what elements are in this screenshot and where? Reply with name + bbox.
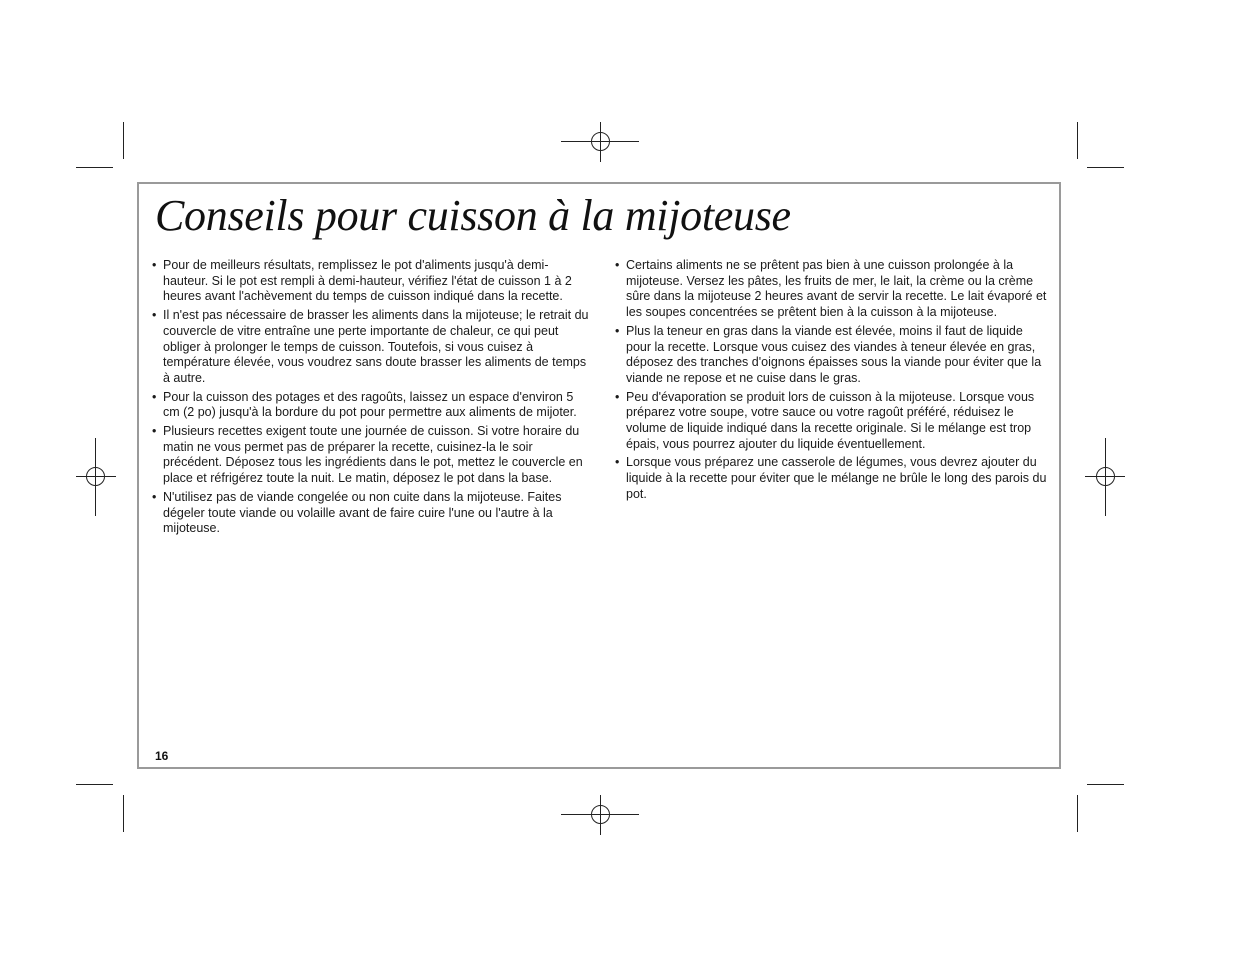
crop-mark	[1077, 122, 1078, 159]
registration-mark-top	[561, 122, 639, 162]
tip-item: • N'utilisez pas de viande congelée ou non cuite dans la mijoteuse. Faites dégeler toute viande ou volaille avant de faire cuire l'une ou l'autre à la mijoteuse.	[150, 490, 590, 537]
registration-mark-right	[1085, 438, 1125, 516]
crop-mark	[123, 122, 124, 159]
crop-mark	[123, 795, 124, 832]
crop-mark	[1087, 784, 1124, 785]
tips-list-right	[613, 258, 1050, 506]
registration-mark-bottom	[561, 795, 639, 835]
crop-mark	[1077, 795, 1078, 832]
page-title: Conseils pour cuisson à la mijoteuse	[155, 191, 791, 240]
page-number: 16	[155, 749, 169, 763]
tip-item: • Lorsque vous préparez une casserole de légumes, vous devrez ajouter du liquide à la recette pour éviter que le mélange ne brûle le long des parois du pot.	[613, 455, 1050, 502]
tip-item: • Plusieurs recettes exigent toute une journée de cuisson. Si votre horaire du matin ne vous permet pas de préparer la recette, cuisinez-la le soir précédent. Déposez tous les ingrédients dans le pot, mettez le couvercle en place et réfrigérez toute la nuit. Le matin, déposez le pot dans la base.	[150, 424, 590, 487]
registration-mark-left	[76, 438, 116, 516]
tip-item: • Peu d'évaporation se produit lors de cuisson à la mijoteuse. Lorsque vous préparez votre soupe, votre sauce ou votre ragoût préféré, réduisez le volume de liquide indiqué dans la recette originale. Si le mélange est trop épais, vous pourrez ajouter du liquide éventuellement.	[613, 390, 1050, 453]
tips-list-left	[150, 258, 590, 540]
crop-mark	[76, 167, 113, 168]
tip-item: • Pour la cuisson des potages et des ragoûts, laissez un espace d'environ 5 cm (2 po) jusqu'à la bordure du pot pour permettre aux aliments de mijoter.	[150, 390, 590, 421]
tip-item: • Il n'est pas nécessaire de brasser les aliments dans la mijoteuse; le retrait du couvercle de vitre entraîne une perte importante de chaleur, ce qui peut obliger à prolonger le temps de cuisson. Toutefois, si vous cuisez à température élevée, vous voudrez sans doute brasser les aliments de temps à autre.	[150, 308, 590, 387]
tip-item: • Pour de meilleurs résultats, remplissez le pot d'aliments jusqu'à demi-hauteur. Si le pot est rempli à demi-hauteur, vérifiez l'état de cuisson 1 à 2 heures avant l'achèvement du temps de cuisson indiqué dans la recette.	[150, 258, 590, 305]
tip-item: • Certains aliments ne se prêtent pas bien à une cuisson prolongée à la mijoteuse. Versez les pâtes, les fruits de mer, le lait, la crème ou la crème sûre dans la mijoteuse 2 heures avant de servir la recette. Le lait évaporé et les soupes concentrées se prêtent bien à la cuisson à la mijoteuse.	[613, 258, 1050, 321]
crop-mark	[1087, 167, 1124, 168]
tip-item: • Plus la teneur en gras dans la viande est élevée, moins il faut de liquide pour la recette. Lorsque vous cuisez des viandes à teneur élevée en gras, déposez des tranches d'oignons épaisses sous la viande pour éviter que la viande ne repose et ne cuise dans le gras.	[613, 324, 1050, 387]
crop-mark	[76, 784, 113, 785]
